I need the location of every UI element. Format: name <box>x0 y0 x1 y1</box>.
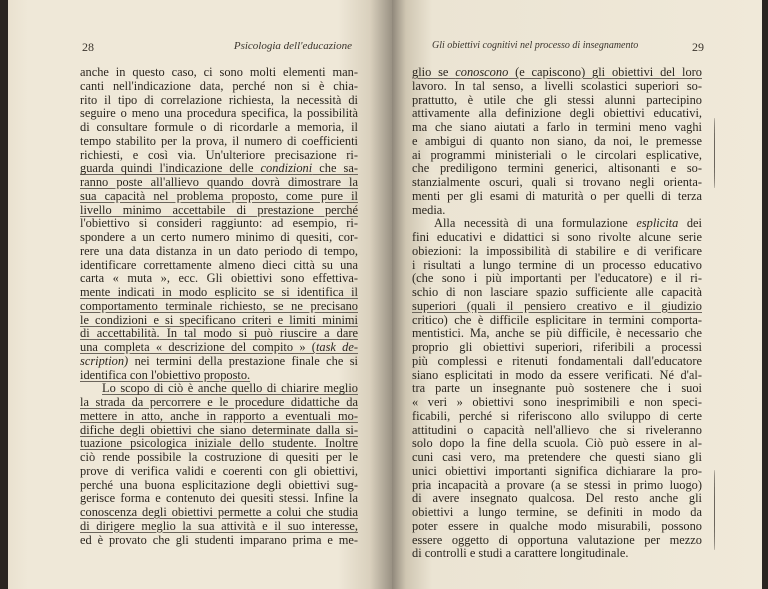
line-text: di controlli e studi a carattere longitudinale. <box>412 546 629 561</box>
text-line <box>412 465 702 479</box>
text-line <box>412 121 702 135</box>
text-line <box>80 121 358 135</box>
line-text: attivamente alla definizione degli obiettivi educativi, <box>412 106 702 121</box>
line-text: che prediligono termini generici, altisonanti e so- <box>412 161 702 176</box>
text-line <box>80 465 358 479</box>
text-line <box>412 286 702 300</box>
text-line <box>80 382 358 396</box>
text-line <box>412 506 702 520</box>
text-line <box>412 80 702 94</box>
line-text: l'obiettivo si consideri raggiunto: ad esempio, ri- <box>80 216 358 231</box>
line-text: « veri » obiettivi sono inesprimibili e non speci- <box>412 395 702 409</box>
line-text: prattutto, è utile che gli stessi alunni partecipino <box>412 92 702 107</box>
text-line <box>80 190 358 204</box>
line-text: ciò rende possibile la costruzione di quesiti per le <box>80 450 358 464</box>
body-text <box>80 66 358 547</box>
line-text: tempo stabilito per la prova, il numero di coefficienti <box>80 133 358 148</box>
text-line <box>80 396 358 410</box>
line-text: spondere a un certo numero minimo di quesiti, cor- <box>80 230 358 244</box>
running-head: Gli obiettivi cognitivi nel processo di insegnamento <box>432 40 639 51</box>
line-text: menti per gli esami di maturità o per quelli di terza <box>412 188 702 203</box>
line-text: seguire o meno una procedura specifica, la possibilità <box>80 106 358 121</box>
line-text: difiche degli obiettivi che siano determinate dalla si- <box>80 422 358 437</box>
line-text: lavoro. In tal senso, a livelli scolastici superiori so- <box>412 78 702 93</box>
line-text: schio di non lasciare spazio sufficiente alle capacità <box>412 285 702 299</box>
text-line <box>80 437 358 451</box>
text-line <box>80 80 358 94</box>
text-line <box>80 479 358 493</box>
line-text: rere una data distanza in un dato periodo di tempo, <box>80 243 358 258</box>
text-line <box>412 190 702 204</box>
line-text: gerisce forma e contenuto dei quesiti stessi. Infine la <box>80 491 358 506</box>
line-text: più complessi e ritenuti fondamentali dall'educatore <box>412 353 702 368</box>
line-text: dei <box>678 216 702 231</box>
text-line <box>412 410 702 424</box>
line-text: media. <box>412 202 446 217</box>
line-text: glio se <box>412 65 456 79</box>
line-text: comportamento terminale richiesto, se ne precisano <box>80 298 358 313</box>
line-text: identificare correttamente almeno dieci città su una <box>80 257 358 272</box>
text-line <box>412 382 702 396</box>
line-text: mente indicati in modo esplicito se si identifica il <box>80 285 358 299</box>
line-text: la strada da percorrere e le procedure didattiche da <box>80 395 358 409</box>
line-text: (che sono i più importanti per l'educatore) e il ri- <box>412 271 702 286</box>
line-text: carta « muta », ecc. Gli obiettivi sono effettiva- <box>80 271 358 286</box>
line-text: prove di verifica validi e coerenti con gli obiettivi, <box>80 463 358 478</box>
text-line <box>80 176 358 190</box>
page-number: 28 <box>82 40 94 54</box>
right-page <box>392 0 762 589</box>
text-line <box>80 149 358 163</box>
text-line <box>80 492 358 506</box>
text-line <box>80 534 358 548</box>
line-text: di avere insegnato qualcosa. Del resto anche gli <box>412 491 702 506</box>
text-line <box>80 355 358 369</box>
text-line <box>412 94 702 108</box>
line-text: identifica con l'obiettivo proposto. <box>80 367 251 382</box>
line-text: mettere in atto, anche in rapporto a eventuali mo- <box>80 408 358 423</box>
line-text: proprio gli obiettivi superiori, riferibili a processi <box>412 340 702 354</box>
text-line <box>412 135 702 149</box>
text-line <box>80 272 358 286</box>
text-line <box>412 341 702 355</box>
text-line <box>412 259 702 273</box>
text-line <box>80 286 358 300</box>
body-text <box>412 66 702 561</box>
line-text: attitudini o capacità nell'allievo che si riveleranno <box>412 422 702 437</box>
text-line <box>80 245 358 259</box>
line-text: guarda quindi l'indicazione delle <box>80 161 261 176</box>
text-line <box>412 107 702 121</box>
line-text: canti nell'indicazione data, perché non si è chia- <box>80 78 358 93</box>
line-text: stanzialmente oscuri, quali si trovano negli orienta- <box>412 175 702 189</box>
text-line <box>412 245 702 259</box>
text-line <box>412 314 702 328</box>
text-line <box>80 506 358 520</box>
text-line <box>412 547 702 561</box>
text-line <box>80 314 358 328</box>
text-line <box>412 231 702 245</box>
line-text: rito il tipo di correlazione richiesta, la necessità di <box>80 92 358 107</box>
line-text: le condizioni e si specificano criteri e limiti minimi <box>80 312 358 327</box>
text-line <box>412 451 702 465</box>
line-text: siano esplicitati in modo da essere verificati. Né d'al- <box>412 367 702 382</box>
text-line <box>80 162 358 176</box>
line-text: (e capiscono) gli obiettivi del loro <box>508 65 703 79</box>
pencil-margin-mark <box>714 118 715 188</box>
line-text: che sa- <box>312 161 358 176</box>
text-line <box>412 300 702 314</box>
italic-text: esplicita <box>636 216 679 231</box>
page-number: 29 <box>692 40 704 54</box>
line-text: poter essere in qualche modo misurabili, possono <box>412 518 702 533</box>
line-text: tra parte un insegnante può sostenere che i suoi <box>412 381 702 396</box>
text-line <box>412 66 702 80</box>
line-text: Lo scopo di ciò è anche quello di chiarire meglio <box>102 381 358 396</box>
line-text: essere oggetto di opportuna valutazione per mezzo <box>412 532 702 547</box>
line-text: cuni casi vero, ma pretendere che questi siano gli <box>412 450 702 464</box>
line-text: di accettabilità. In tal modo si può riuscire a dare <box>80 326 358 341</box>
text-line <box>80 66 358 80</box>
text-line <box>80 520 358 534</box>
line-text: unici obiettivi importanti significa dichiarare la pro- <box>412 463 702 478</box>
text-line <box>80 135 358 149</box>
text-line <box>80 94 358 108</box>
text-line <box>412 424 702 438</box>
line-text: ed è provato che gli studenti imparano prima e me- <box>80 532 358 547</box>
line-text: di consultare formule o di ricordarle a memoria, il <box>80 120 358 134</box>
text-line <box>80 369 358 383</box>
text-line <box>412 162 702 176</box>
line-text: superiori (quali il pensiero creativo e il giudizio <box>412 298 702 313</box>
line-text: anche in questo caso, ci sono molti elementi man- <box>80 65 358 79</box>
line-text: ranno poste all'allievo quando dovrà dimostrare la <box>80 175 358 189</box>
text-line <box>412 534 702 548</box>
line-text: critico) che è difficile esplicitare in termini comporta- <box>412 312 702 327</box>
text-line <box>412 437 702 451</box>
text-line <box>80 259 358 273</box>
line-text: ai programmi ministeriali o le circolari esplicative, <box>412 147 702 162</box>
line-text: obiettivi a lungo termine, se definiti in modo da <box>412 505 702 519</box>
text-line <box>80 107 358 121</box>
text-line <box>80 424 358 438</box>
line-text: pria incapacità a provare (a se stessi in primo luogo) <box>412 477 702 492</box>
text-line <box>412 479 702 493</box>
text-line <box>412 272 702 286</box>
line-text: tuazione psicologica iniziale dello studente. Inoltre <box>80 436 358 451</box>
line-text: obiezioni: la impossibilità di stabilire e di verificare <box>412 243 702 258</box>
text-line <box>412 492 702 506</box>
line-text: Alla necessità di una formulazione <box>434 216 637 231</box>
italic-text: condizioni <box>260 161 313 176</box>
text-line <box>412 149 702 163</box>
running-head: Psicologia dell'educazione <box>233 40 352 52</box>
text-line <box>80 204 358 218</box>
text-line <box>80 451 358 465</box>
line-text: i risultati a lungo termine di un processo educativo <box>412 257 702 272</box>
text-line <box>412 396 702 410</box>
text-line <box>80 231 358 245</box>
text-line <box>80 327 358 341</box>
text-line <box>80 341 358 355</box>
line-text: conoscenza degli obiettivi permette a colui che studia <box>80 505 358 519</box>
line-text: di dirigere meglio la sua attività e il suo interesse, <box>80 518 358 533</box>
text-line <box>80 410 358 424</box>
text-line <box>412 176 702 190</box>
italic-text: task de- <box>315 340 358 354</box>
text-line <box>80 300 358 314</box>
line-text: fini educativi e didattici si sono rivolte alcune serie <box>412 230 702 244</box>
text-line <box>412 204 702 218</box>
text-line <box>412 520 702 534</box>
line-text: ma che siano aiutati a farlo in termini meno vaghi <box>412 120 702 134</box>
line-text: sua capacità nel problema proposto, come pure il <box>80 188 358 203</box>
text-line <box>412 369 702 383</box>
line-text: una completa « descrizione del compito » ( <box>80 340 316 354</box>
line-text: livello minimo accettabile di prestazione perché <box>80 202 358 217</box>
pencil-margin-mark <box>714 470 715 550</box>
left-page <box>8 0 392 589</box>
line-text: perché una buona esplicitazione degli obiettivi sug- <box>80 477 358 492</box>
line-text: solo dopo la fine della scuola. Ciò può essere in al- <box>412 436 702 451</box>
line-text: e ambigui di quanto non siano, da noi, le premesse <box>412 133 702 148</box>
line-text: ficabili, perché si riferiscono allo sviluppo di certe <box>412 408 702 423</box>
line-text: mentistici. Ma, anche se più difficile, è necessario che <box>412 326 702 341</box>
line-text: richiesti, e così via. Un'ulteriore precisazione ri- <box>80 147 358 162</box>
italic-text: conoscono <box>455 65 509 79</box>
text-line <box>412 217 702 231</box>
text-line <box>412 355 702 369</box>
italic-text: scription) <box>80 353 129 368</box>
text-line <box>80 217 358 231</box>
text-line <box>412 327 702 341</box>
line-text: nei termini della prestazione finale che si <box>128 353 358 368</box>
